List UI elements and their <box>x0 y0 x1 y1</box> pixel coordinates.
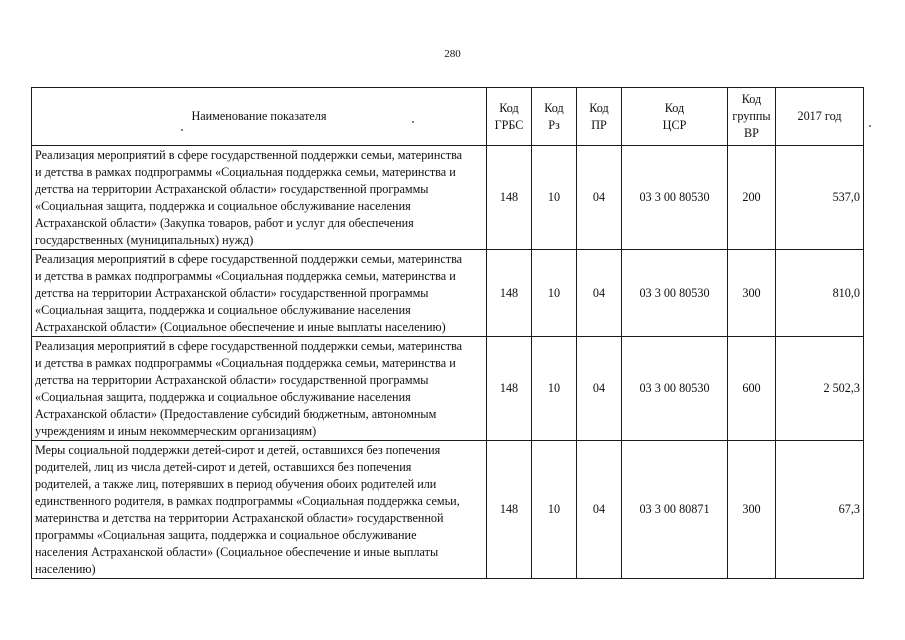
header-vr: Код группы ВР <box>728 88 776 146</box>
header-csr: Код ЦСР <box>622 88 728 146</box>
cell-csr: 03 3 00 80871 <box>622 441 728 579</box>
cell-amount: 537,0 <box>776 146 864 250</box>
table-row <box>32 337 864 441</box>
budget-table <box>31 87 864 579</box>
cell-amount: 810,0 <box>776 250 864 337</box>
cell-grbs: 148 <box>487 337 532 441</box>
cell-pr: 04 <box>577 146 622 250</box>
table-row <box>32 146 864 250</box>
row-name-cell: Реализация мероприятий в сфере государственной поддержки семьи, материнства и детства в рамках подпрограммы «Социальная поддержка семьи, материнства и детства на территории Астраханской области» государственной программы «Социальная защита, поддержка и социальное обслуживание населения Астраханской области» (Закупка товаров, работ и услуг для обеспечения государственных (муниципальных) нужд) <box>32 146 487 250</box>
cell-csr: 03 3 00 80530 <box>622 146 728 250</box>
cell-grbs: 148 <box>487 146 532 250</box>
table-row <box>32 441 864 579</box>
row-name-cell: Реализация мероприятий в сфере государственной поддержки семьи, материнства и детства в рамках подпрограммы «Социальная поддержка семьи, материнства и детства на территории Астраханской области» государственной программы «Социальная защита, поддержка и социальное обслуживание населения Астраханской области» (Предоставление субсидий бюджетным, автономным учреждениям и иным некоммерческим организациям) <box>32 337 487 441</box>
cell-csr: 03 3 00 80530 <box>622 337 728 441</box>
row-name-cell: Меры социальной поддержки детей-сирот и детей, оставшихся без попечения родителей, лиц из числа детей-сирот и детей, оставшихся без попечения родителей, а также лиц, потерявших в период обучения обоих родителей или единственного родителя, в рамках подпрограммы «Социальная поддержка семьи, материнства и детства на территории Астраханской области» государственной программы «Социальная защита, поддержка и социальное обслуживание населения Астраханской области» (Социальное обеспечение и иные выплаты населению) <box>32 441 487 579</box>
cell-rz: 10 <box>532 146 577 250</box>
cell-rz: 10 <box>532 337 577 441</box>
cell-vr: 600 <box>728 337 776 441</box>
cell-csr: 03 3 00 80530 <box>622 250 728 337</box>
cell-grbs: 148 <box>487 250 532 337</box>
header-rz: Код Рз <box>532 88 577 146</box>
cell-pr: 04 <box>577 250 622 337</box>
cell-pr: 04 <box>577 441 622 579</box>
page-number: 280 <box>444 48 461 60</box>
scan-speck <box>869 125 871 127</box>
cell-vr: 300 <box>728 441 776 579</box>
header-name: Наименование показателя <box>32 88 487 146</box>
cell-amount: 2 502,3 <box>776 337 864 441</box>
row-name-cell: Реализация мероприятий в сфере государственной поддержки семьи, материнства и детства в рамках подпрограммы «Социальная поддержка семьи, материнства и детства на территории Астраханской области» государственной программы «Социальная защита, поддержка и социальное обслуживание населения Астраханской области» (Социальное обеспечение и иные выплаты населению) <box>32 250 487 337</box>
cell-vr: 300 <box>728 250 776 337</box>
header-grbs: Код ГРБС <box>487 88 532 146</box>
table-row <box>32 250 864 337</box>
cell-rz: 10 <box>532 441 577 579</box>
cell-grbs: 148 <box>487 441 532 579</box>
cell-rz: 10 <box>532 250 577 337</box>
cell-amount: 67,3 <box>776 441 864 579</box>
cell-pr: 04 <box>577 337 622 441</box>
cell-vr: 200 <box>728 146 776 250</box>
header-pr: Код ПР <box>577 88 622 146</box>
header-year: 2017 год <box>776 88 864 146</box>
table-header-row <box>32 88 864 146</box>
